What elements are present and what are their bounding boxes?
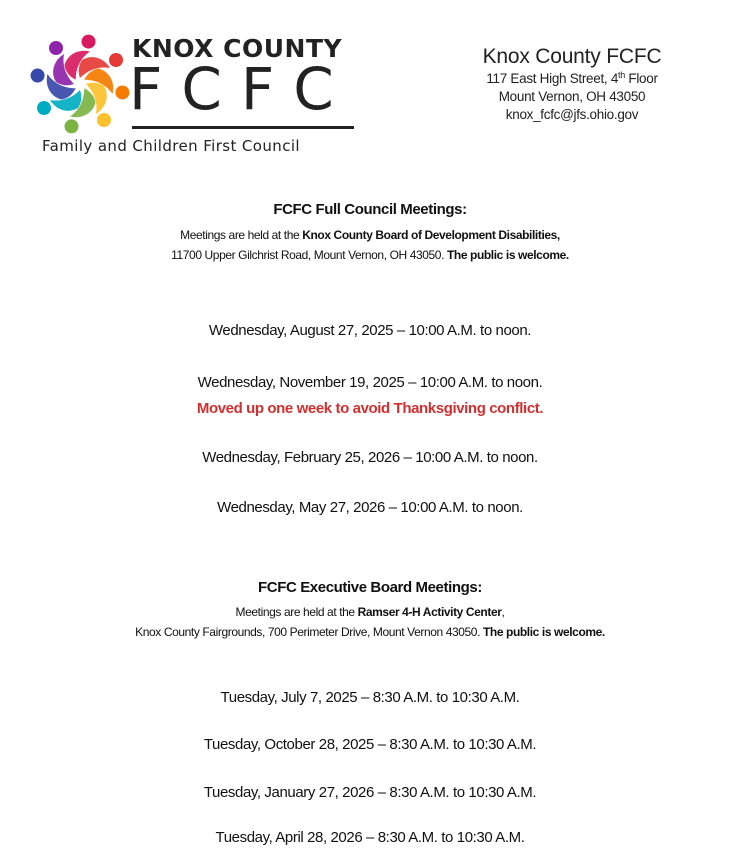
contact-email[interactable]: knox_fcfc@jfs.ohio.gov xyxy=(505,107,639,122)
location-intro: Meetings are held at the xyxy=(180,228,303,242)
executive-board-meeting: Tuesday, April 28, 2026 – 8:30 A.M. to 10:30 A.M. xyxy=(215,829,525,846)
contact-block xyxy=(450,44,694,124)
full-council-meeting: Wednesday, August 27, 2025 – 10:00 A.M. to noon. xyxy=(208,322,532,339)
logo-county-name: KNOX COUNTY xyxy=(132,34,343,63)
full-council-meeting: Wednesday, November 19, 2025 – 10:00 A.M. to noon. xyxy=(197,374,543,391)
executive-board-meeting: Tuesday, July 7, 2025 – 8:30 A.M. to 10:30 A.M. xyxy=(220,689,520,706)
logo-tagline: Family and Children First Council xyxy=(42,137,300,155)
street-ordinal: th xyxy=(618,70,625,80)
location-address: 11700 Upper Gilchrist Road, Mount Vernon, OH 43050. xyxy=(171,248,447,262)
executive-board-title: FCFC Executive Board Meetings: xyxy=(258,579,482,596)
full-council-location xyxy=(0,225,740,265)
full-council-title: FCFC Full Council Meetings: xyxy=(273,201,467,218)
executive-board-meeting: Tuesday, October 28, 2025 – 8:30 A.M. to 10:30 A.M. xyxy=(203,736,537,753)
full-council-meeting: Wednesday, February 25, 2026 – 10:00 A.M. to noon. xyxy=(202,449,538,466)
public-welcome-note: The public is welcome. xyxy=(482,625,605,639)
executive-board-meeting: Tuesday, January 27, 2026 – 8:30 A.M. to 10:30 A.M. xyxy=(203,784,537,801)
street-floor: Floor xyxy=(624,71,658,86)
location-address: Knox County Fairgrounds, 700 Perimeter Drive, Mount Vernon 43050. xyxy=(135,625,483,639)
public-welcome-note: The public is welcome. xyxy=(446,248,569,262)
logo-acronym: FCFC xyxy=(129,55,353,123)
location-venue: Knox County Board of Development Disabilities, xyxy=(302,228,560,242)
location-intro: Meetings are held at the xyxy=(235,605,358,619)
location-venue: Ramser 4-H Activity Center xyxy=(357,605,502,619)
full-council-meeting: Wednesday, May 27, 2026 – 10:00 A.M. to noon. xyxy=(217,499,523,516)
contact-street xyxy=(450,70,694,88)
contact-city: Mount Vernon, OH 43050 xyxy=(498,89,646,104)
pinwheel-people-icon xyxy=(28,32,132,136)
street-text: 117 East High Street, 4 xyxy=(486,71,619,86)
location-venue-comma: , xyxy=(501,605,505,619)
organization-logo xyxy=(28,30,368,160)
contact-org-name: Knox County FCFC xyxy=(482,45,662,68)
executive-board-location xyxy=(0,602,740,642)
reschedule-note: Moved up one week to avoid Thanksgiving conflict. xyxy=(196,400,544,417)
logo-divider xyxy=(132,126,354,129)
